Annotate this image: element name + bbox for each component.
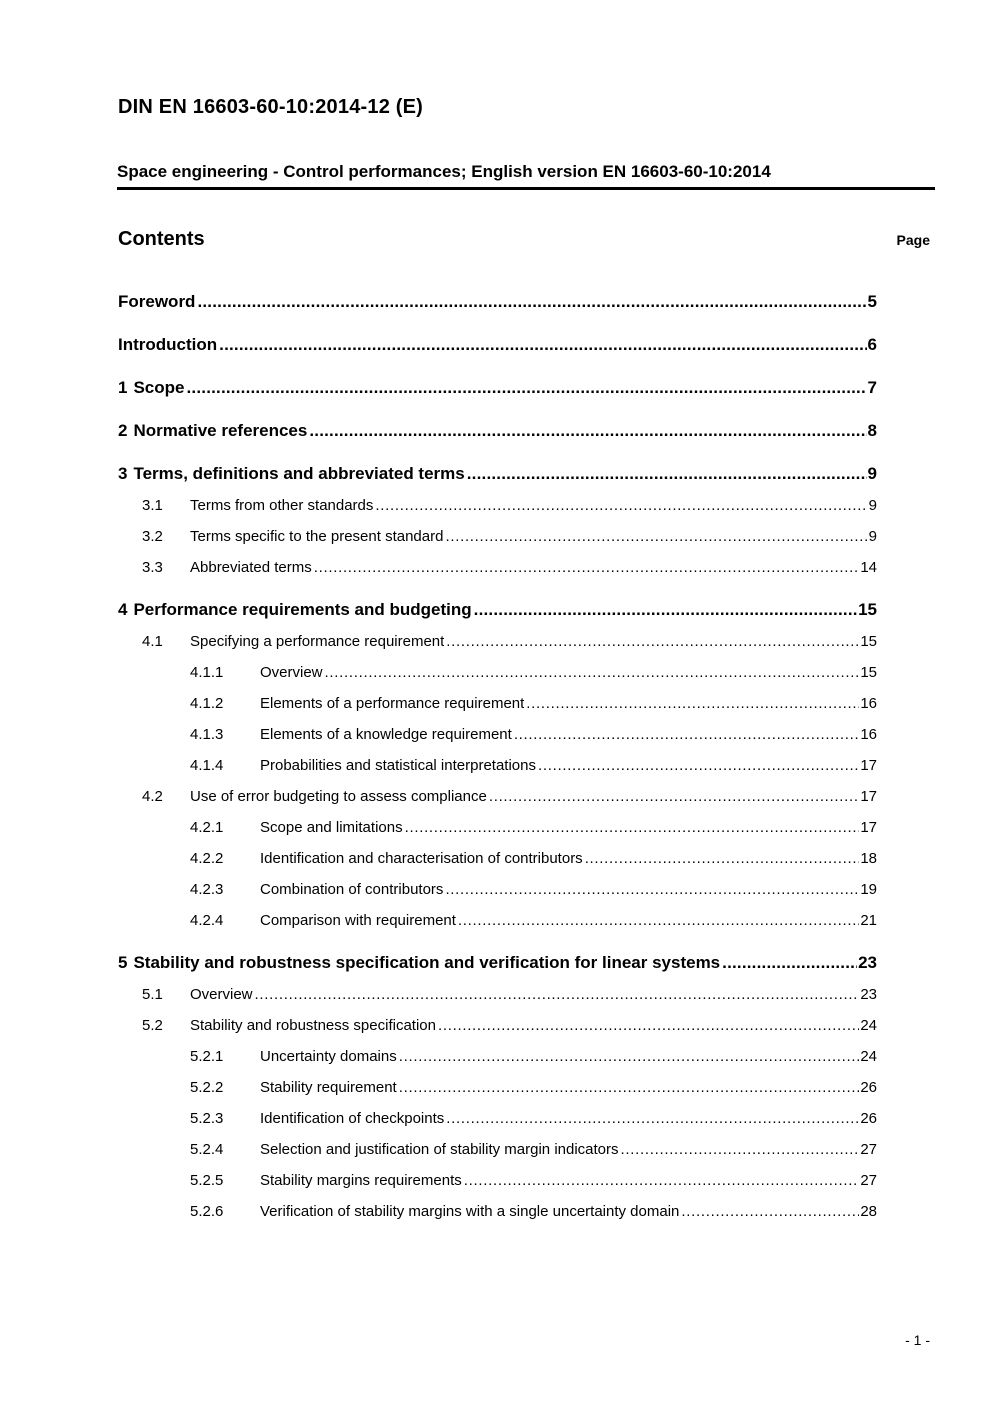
toc-page-number: 15 [860, 664, 877, 681]
toc-entry[interactable] [118, 559, 877, 577]
toc-entry-number: 4.1.1 [190, 664, 224, 681]
toc-entry[interactable] [118, 664, 877, 682]
toc-leader-dots [512, 726, 860, 744]
toc-page-number: 14 [860, 559, 877, 576]
toc-leader-dots [253, 986, 860, 1004]
toc-entry[interactable] [118, 335, 877, 355]
toc-list [118, 292, 877, 1221]
contents-header-bar [118, 228, 930, 251]
toc-leader-dots [444, 1110, 859, 1128]
toc-page-number: 16 [860, 695, 877, 712]
toc-entry-number: 4.2.3 [190, 881, 224, 898]
toc-entry-number: 5.2.5 [190, 1172, 224, 1189]
toc-entry[interactable] [118, 1048, 877, 1066]
toc-page-number: 7 [867, 378, 877, 397]
toc-entry-title: Elements of a performance requirement [260, 695, 525, 712]
toc-entry-number: 1 [118, 378, 128, 397]
toc-entry-title: Identification of checkpoints [260, 1110, 445, 1127]
toc-entry-title: Stability requirement [260, 1079, 397, 1096]
toc-entry-title: Specifying a performance requirement [190, 633, 445, 650]
toc-entry-title: Stability and robustness specification and verification for linear systems [133, 953, 721, 972]
footer-page-number: - 1 - [905, 1332, 930, 1348]
toc-page-number: 23 [860, 986, 877, 1003]
toc-leader-dots [444, 633, 859, 651]
toc-leader-dots [462, 1172, 860, 1190]
toc-entry[interactable] [118, 986, 877, 1004]
toc-entry[interactable] [118, 850, 877, 868]
toc-entry-number: 2 [118, 421, 128, 440]
toc-leader-dots [397, 1048, 860, 1066]
toc-entry-title: Scope [133, 378, 185, 397]
toc-entry-number: 5.2 [142, 1017, 163, 1034]
toc-entry-title: Uncertainty domains [260, 1048, 397, 1065]
toc-entry-number: 5.2.6 [190, 1203, 224, 1220]
toc-page-number: 9 [867, 464, 877, 483]
toc-entry-title: Performance requirements and budgeting [133, 600, 472, 619]
toc-page-number: 17 [860, 819, 877, 836]
toc-entry[interactable] [118, 1141, 877, 1159]
toc-entry-number: 3.1 [142, 497, 163, 514]
toc-entry-title: Scope and limitations [260, 819, 403, 836]
toc-entry[interactable] [118, 881, 877, 899]
toc-page-number: 24 [860, 1017, 877, 1034]
toc-entry-number: 3.2 [142, 528, 163, 545]
toc-page-number: 19 [860, 881, 877, 898]
toc-page-number: 26 [860, 1079, 877, 1096]
toc-entry-number: 4.2.1 [190, 819, 224, 836]
toc-page-number: 6 [867, 335, 877, 354]
toc-entry-number: 5.1 [142, 986, 163, 1003]
toc-entry[interactable] [118, 633, 877, 651]
toc-entry-number: 4.1 [142, 633, 163, 650]
toc-entry-title: Normative references [133, 421, 308, 440]
toc-leader-dots [487, 788, 859, 806]
toc-entry[interactable] [118, 1172, 877, 1190]
toc-leader-dots [436, 1017, 859, 1035]
contents-heading: Contents [118, 228, 205, 250]
toc-entry-title: Terms specific to the present standard [190, 528, 444, 545]
toc-entry-title: Terms from other standards [190, 497, 374, 514]
toc-page-number: 16 [860, 726, 877, 743]
toc-page-number: 17 [860, 757, 877, 774]
toc-leader-dots [524, 695, 859, 713]
toc-entry-title: Combination of contributors [260, 881, 444, 898]
toc-page-number: 23 [858, 953, 877, 972]
toc-entry[interactable] [118, 695, 877, 713]
toc-leader-dots [465, 464, 867, 484]
toc-entry[interactable] [118, 912, 877, 930]
toc-entry-title: Comparison with requirement [260, 912, 456, 929]
toc-leader-dots [217, 335, 866, 355]
toc-entry-title: Selection and justification of stability margin indicators [260, 1141, 619, 1158]
toc-entry[interactable] [118, 528, 877, 546]
toc-page-number: 18 [860, 850, 877, 867]
toc-leader-dots [373, 497, 867, 515]
toc-page-number: 26 [860, 1110, 877, 1127]
toc-entry-title: Overview [190, 986, 253, 1003]
toc-entry-number: 4.2.2 [190, 850, 224, 867]
toc-page-number: 9 [868, 528, 877, 545]
toc-entry[interactable] [118, 497, 877, 515]
toc-entry-number: 4 [118, 600, 128, 619]
toc-entry-title: Abbreviated terms [190, 559, 312, 576]
toc-entry[interactable] [118, 421, 877, 441]
toc-leader-dots [456, 912, 859, 930]
toc-leader-dots [185, 378, 867, 398]
toc-entry[interactable] [118, 464, 877, 484]
toc-page-number: 8 [867, 421, 877, 440]
toc-page-number: 15 [858, 600, 877, 619]
toc-entry[interactable] [118, 1203, 877, 1221]
toc-page-number: 17 [860, 788, 877, 805]
toc-entry-number: 4.1.4 [190, 757, 224, 774]
toc-entry-title: Introduction [118, 335, 218, 354]
toc-leader-dots [583, 850, 860, 868]
document-number-title: DIN EN 16603-60-10:2014-12 (E) [118, 96, 424, 118]
toc-leader-dots [403, 819, 860, 837]
toc-entry-number: 4.1.3 [190, 726, 224, 743]
toc-entry-number: 5.2.4 [190, 1141, 224, 1158]
toc-entry-title: Probabilities and statistical interpretations [260, 757, 536, 774]
toc-page-number: 9 [868, 497, 877, 514]
toc-entry-title: Stability and robustness specification [190, 1017, 436, 1034]
page-column-label: Page [896, 232, 930, 248]
toc-leader-dots [536, 757, 859, 775]
toc-page-number: 28 [860, 1203, 877, 1220]
toc-leader-dots [720, 953, 857, 973]
document-subtitle: Space engineering - Control performances; English version EN 16603-60-10:2014 [117, 162, 935, 190]
toc-leader-dots [307, 421, 866, 441]
toc-entry-title: Verification of stability margins with a single uncertainty domain [260, 1203, 680, 1220]
toc-entry-number: 4.1.2 [190, 695, 224, 712]
toc-entry-title: Stability margins requirements [260, 1172, 462, 1189]
toc-leader-dots [472, 600, 857, 620]
toc-entry-number: 5.2.2 [190, 1079, 224, 1096]
toc-entry[interactable] [118, 292, 877, 312]
toc-entry-number: 4.2.4 [190, 912, 224, 929]
toc-entry-number: 4.2 [142, 788, 163, 805]
toc-leader-dots [323, 664, 860, 682]
toc-page-number: 5 [867, 292, 877, 311]
toc-leader-dots [619, 1141, 860, 1159]
toc-entry[interactable] [118, 1017, 877, 1035]
toc-entry[interactable] [118, 726, 877, 744]
toc-leader-dots [195, 292, 866, 312]
toc-entry-title: Foreword [118, 292, 196, 311]
toc-entry-number: 5.2.3 [190, 1110, 224, 1127]
toc-leader-dots [397, 1079, 860, 1097]
toc-entry-title: Use of error budgeting to assess compliance [190, 788, 487, 805]
toc-entry[interactable] [118, 953, 877, 973]
toc-leader-dots [312, 559, 860, 577]
toc-leader-dots [443, 528, 867, 546]
toc-entry-number: 3 [118, 464, 128, 483]
toc-entry-number: 5.2.1 [190, 1048, 224, 1065]
toc-entry[interactable] [118, 788, 877, 806]
toc-entry-number: 3.3 [142, 559, 163, 576]
toc-entry-title: Elements of a knowledge requirement [260, 726, 512, 743]
toc-entry-title: Overview [260, 664, 323, 681]
toc-entry[interactable] [118, 1079, 877, 1097]
toc-entry-title: Identification and characterisation of contributors [260, 850, 583, 867]
toc-entry[interactable] [118, 600, 877, 620]
toc-entry-title: Terms, definitions and abbreviated terms [133, 464, 465, 483]
toc-leader-dots [443, 881, 859, 899]
toc-page-number: 15 [860, 633, 877, 650]
toc-page-number: 24 [860, 1048, 877, 1065]
toc-entry[interactable] [118, 1110, 877, 1128]
toc-entry[interactable] [118, 378, 877, 398]
toc-entry-number: 5 [118, 953, 128, 972]
toc-page-number: 27 [860, 1172, 877, 1189]
toc-entry[interactable] [118, 819, 877, 837]
toc-page-number: 21 [860, 912, 877, 929]
toc-page-number: 27 [860, 1141, 877, 1158]
toc-entry[interactable] [118, 757, 877, 775]
toc-leader-dots [679, 1203, 859, 1221]
